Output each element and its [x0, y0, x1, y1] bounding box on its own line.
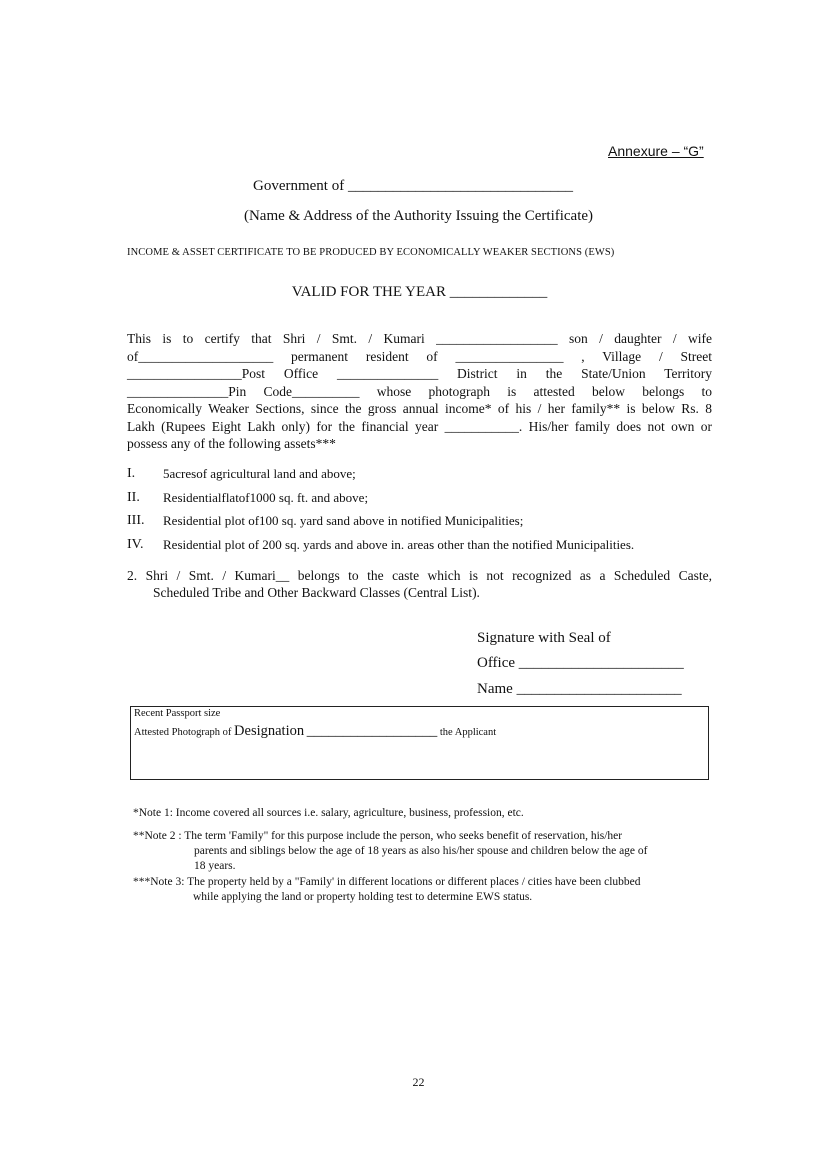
signature-title: Signature with Seal of — [477, 630, 611, 646]
note-2-continued: 18 years. — [194, 860, 236, 872]
signature-name: Name ______________________ — [477, 681, 682, 697]
list-item-text: Residential plot of100 sq. yard sand above in notified Municipalities; — [163, 513, 524, 528]
list-item-number: I. — [127, 466, 136, 481]
note-3: ***Note 3: The property held by a "Family' in different locations or different places / cities have been clubbed — [133, 876, 641, 888]
note-2: **Note 2 : The term 'Family" for this purpose include the person, who seeks benefit of reservation, his/her — [133, 830, 623, 842]
designation-label: Designation — [234, 723, 305, 739]
government-line: Government of ______________________________ — [253, 178, 573, 194]
photo-box — [130, 706, 709, 780]
photo-box-line — [134, 723, 496, 740]
paragraph-line: This is to certify that Shri / Smt. / Kumari __________________ son / daughter / wife — [127, 331, 712, 346]
paragraph-line: _______________Pin Code__________ whose photograph is attested below belongs to — [127, 383, 712, 399]
caste-line: Scheduled Tribe and Other Backward Classes (Central List). — [153, 584, 480, 600]
certify-paragraph — [127, 330, 712, 453]
photo-box-suffix: the Applicant — [439, 727, 497, 738]
note-3-continued: while applying the land or property holding test to determine EWS status. — [193, 891, 533, 903]
paragraph-line: possess any of the following assets*** — [127, 436, 336, 451]
list-item-text: Residential plot of 200 sq. yards and above in. areas other than the notified Municipalities. — [163, 536, 635, 552]
signature-office: Office ______________________ — [477, 655, 684, 671]
list-item-number: IV. — [127, 536, 144, 552]
note-1: *Note 1: Income covered all sources i.e. salary, agriculture, business, profession, etc. — [133, 807, 524, 819]
paragraph-line: Economically Weaker Sections, since the gross annual income* of his / her family** is below Rs. 8 — [127, 401, 712, 416]
paragraph-line: of____________________ permanent resident of ________________ , Village / Street — [127, 348, 712, 364]
paragraph-line: Lakh (Rupees Eight Lakh only) for the financial year ___________. His/her family does not own or — [127, 418, 712, 434]
caste-statement — [127, 568, 712, 601]
photo-box-prefix: Attested Photograph of — [134, 727, 232, 738]
authority-line: (Name & Address of the Authority Issuing the Certificate) — [243, 208, 594, 224]
paragraph-line: _________________Post Office _______________ District in the State/Union Territory — [127, 366, 712, 381]
list-item-number: III. — [127, 513, 145, 528]
caste-line: 2. Shri / Smt. / Kumari__ belongs to the caste which is not recognized as a Scheduled Caste, — [127, 568, 712, 583]
list-item-number: II. — [127, 489, 140, 505]
photo-box-label: Recent Passport size — [134, 708, 221, 719]
list-item-text: Residentialflatof1000 sq. ft. and above; — [163, 489, 369, 505]
list-item-text: 5acresof agricultural land and above; — [163, 466, 356, 481]
valid-for-year: VALID FOR THE YEAR _____________ — [291, 284, 548, 300]
designation-blank: __________________ — [306, 723, 438, 739]
certificate-heading: INCOME & ASSET CERTIFICATE TO BE PRODUCED BY ECONOMICALLY WEAKER SECTIONS (EWS) — [127, 247, 615, 258]
page-number: 22 — [412, 1075, 425, 1089]
note-2-continued: parents and siblings below the age of 18 years as also his/her spouse and children below the age of — [194, 845, 648, 857]
annexure-label: Annexure – “G” — [608, 143, 704, 159]
